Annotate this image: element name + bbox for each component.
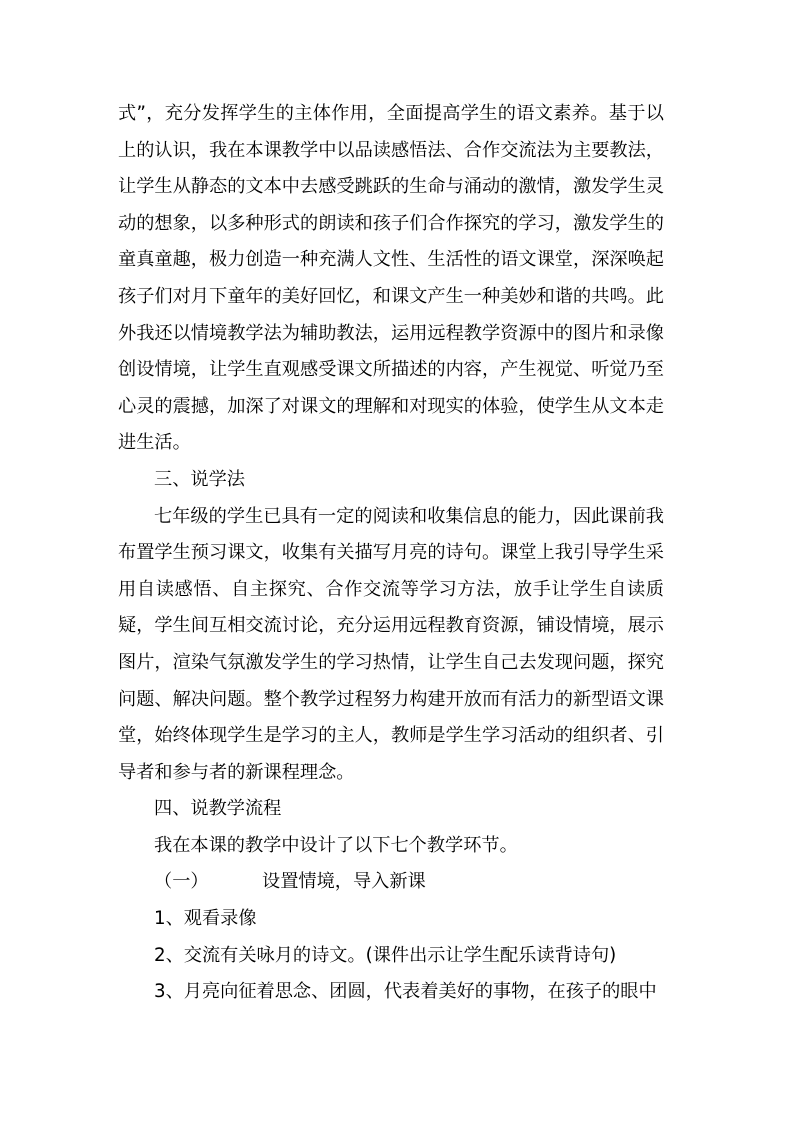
section-heading-learning-methods: 三、说学法 — [154, 468, 245, 490]
paragraph-learning-methods: 七年级的学生已具有一定的阅读和收集信息的能力，因此课前我布置学生预习课文，收集有关描写月亮的诗句。课堂上我引导学生采用自读感悟、自主探究、合作交流等学习方法，放手让学生自读质疑，学生间互相交流讨论，充分运用远程教育资源，铺设情境，展示图片，渲染气氛激发学生的学习热情，让学生自己去发现问题，探究问题、解决问题。整个教学过程努力构建开放而有活力的新型语文课堂，始终体现学生是学习的主人，教师是学生学习活动的组织者、引导者和参与者的新课程理念。 — [118, 505, 664, 783]
section-heading-teaching-process: 四、说教学流程 — [154, 798, 282, 820]
document-body — [118, 96, 664, 1011]
subsection-heading-1 — [118, 864, 664, 901]
list-item-1: 1、观看录像 — [154, 908, 257, 930]
subsection-number: （一） — [154, 871, 209, 893]
paragraph-process-intro: 我在本课的教学中设计了以下七个教学环节。 — [154, 834, 518, 856]
paragraph-teaching-methods: 式”，充分发挥学生的主体作用，全面提高学生的语文素养。基于以上的认识，我在本课教学中以品读感悟法、合作交流法为主要教法，让学生从静态的文本中去感受跳跃的生命与涌动的激情，激发学生灵动的想象，以多种形式的朗读和孩子们合作探究的学习，激发学生的童真童趣，极力创造一种充满人文性、生活性的语文课堂，深深唤起孩子们对月下童年的美好回忆，和课文产生一种美妙和谐的共鸣。此外我还以情境教学法为辅助教法，运用远程教学资源中的图片和录像创设情境，让学生直观感受课文所描述的内容，产生视觉、听觉乃至心灵的震撼，加深了对课文的理解和对现实的体验，使学生从文本走进生活。 — [118, 103, 664, 454]
subsection-title: 设置情境，导入新课 — [262, 871, 426, 893]
list-item-2: 2、交流有关咏月的诗文。(课件出示让学生配乐读背诗句) — [154, 944, 617, 966]
list-item-3: 3、月亮向征着思念、团圆，代表着美好的事物，在孩子的眼中 — [154, 981, 657, 1003]
